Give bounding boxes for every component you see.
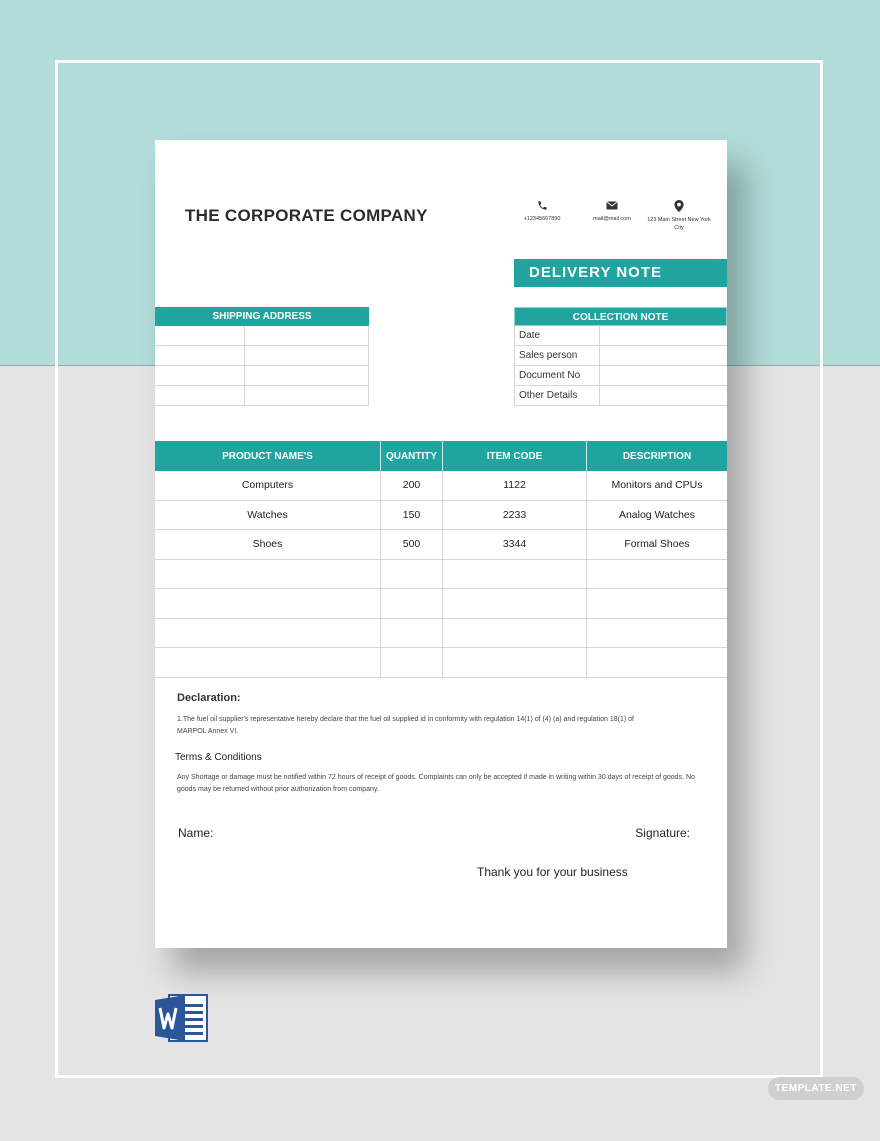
table-cell: Computers: [155, 471, 381, 500]
word-icon: [155, 993, 209, 1043]
table-row: [514, 346, 727, 366]
declaration-title: Declaration:: [177, 692, 241, 704]
shipping-address-table: [155, 307, 369, 406]
table-cell: [381, 560, 443, 589]
terms-text: Any Shortage or damage must be notified within 72 hours of receipt of goods. Complaints can only be accepted if made in writing within 30 days of receipt of goods. No goods may be returned without prior authorization from company.: [177, 774, 695, 793]
table-cell: 200: [381, 471, 443, 500]
table-row: [155, 619, 727, 649]
table-row: [155, 346, 369, 366]
table-cell: Analog Watches: [618, 508, 696, 521]
column-header: PRODUCT NAME'S: [155, 441, 381, 471]
column-header: DESCRIPTION: [622, 450, 692, 462]
address-text: 123 Main Street New York City: [647, 217, 711, 231]
document-title: DELIVERY NOTE: [514, 259, 727, 287]
row-label: Date: [514, 326, 600, 345]
phone-icon: [537, 200, 548, 211]
table-row: [155, 386, 369, 406]
table-row: [155, 648, 727, 678]
table-cell: 1122: [443, 471, 587, 500]
thank-you-text: Thank you for your business: [477, 865, 628, 879]
table-row: [514, 366, 727, 386]
products-table-header: [155, 441, 727, 471]
table-cell: [155, 560, 381, 589]
table-cell: Shoes: [155, 530, 381, 559]
table-cell: 150: [381, 501, 443, 530]
column-header: ITEM CODE: [443, 441, 587, 471]
table-cell: 3344: [443, 530, 587, 559]
mail-icon: [606, 200, 618, 211]
document-page: [155, 140, 727, 948]
column-header: QUANTITY: [381, 441, 443, 471]
table-cell: [587, 648, 727, 677]
collection-note-header: COLLECTION NOTE: [514, 307, 727, 326]
declaration-text: 1.The fuel oil supplier's representative hereby declare that the fuel oil supplied id in conformity with regulation 14(1) of (4) (a) and regulation 18(1) of MARPOL Annex VI.: [177, 716, 634, 735]
table-cell: [155, 619, 381, 648]
row-label: Other Details: [514, 386, 600, 405]
contact-address: [644, 200, 714, 232]
table-cell: [381, 589, 443, 618]
table-cell: 500: [381, 530, 443, 559]
table-row: [155, 560, 727, 590]
table-row: [514, 386, 727, 406]
name-label: Name:: [178, 826, 214, 840]
table-cell: [443, 589, 587, 618]
row-label: Sales person: [514, 346, 600, 365]
terms-title: Terms & Conditions: [175, 752, 262, 763]
company-name: THE CORPORATE COMPANY: [185, 206, 428, 225]
table-row: [155, 471, 727, 501]
signature-label: Signature:: [635, 826, 690, 840]
table-row: [155, 530, 727, 560]
contact-mail: [577, 200, 647, 223]
table-row: [155, 501, 727, 531]
mail-text: mail@mail.com: [593, 216, 631, 222]
row-label: Document No: [514, 366, 600, 385]
table-cell: Formal Shoes: [624, 538, 690, 551]
table-cell: [587, 560, 727, 589]
table-row: [155, 366, 369, 386]
collection-note-table: [514, 307, 727, 406]
table-cell: [587, 589, 727, 618]
products-table: [155, 441, 727, 678]
table-cell: [381, 648, 443, 677]
table-cell: [381, 619, 443, 648]
contact-phone: [507, 200, 577, 223]
table-row: [155, 589, 727, 619]
shipping-address-header: SHIPPING ADDRESS: [155, 307, 369, 326]
table-row: [514, 326, 727, 346]
table-cell: [443, 619, 587, 648]
table-row: [155, 326, 369, 346]
table-cell: [587, 619, 727, 648]
table-cell: Watches: [155, 501, 381, 530]
phone-text: +12345667890: [523, 216, 561, 222]
table-cell: Monitors and CPUs: [611, 479, 703, 492]
template-net-badge[interactable]: TEMPLATE.NET: [768, 1077, 864, 1100]
table-cell: [155, 648, 381, 677]
table-cell: [443, 560, 587, 589]
location-pin-icon: [674, 200, 684, 212]
table-cell: [443, 648, 587, 677]
table-cell: [155, 589, 381, 618]
table-cell: 2233: [443, 501, 587, 530]
